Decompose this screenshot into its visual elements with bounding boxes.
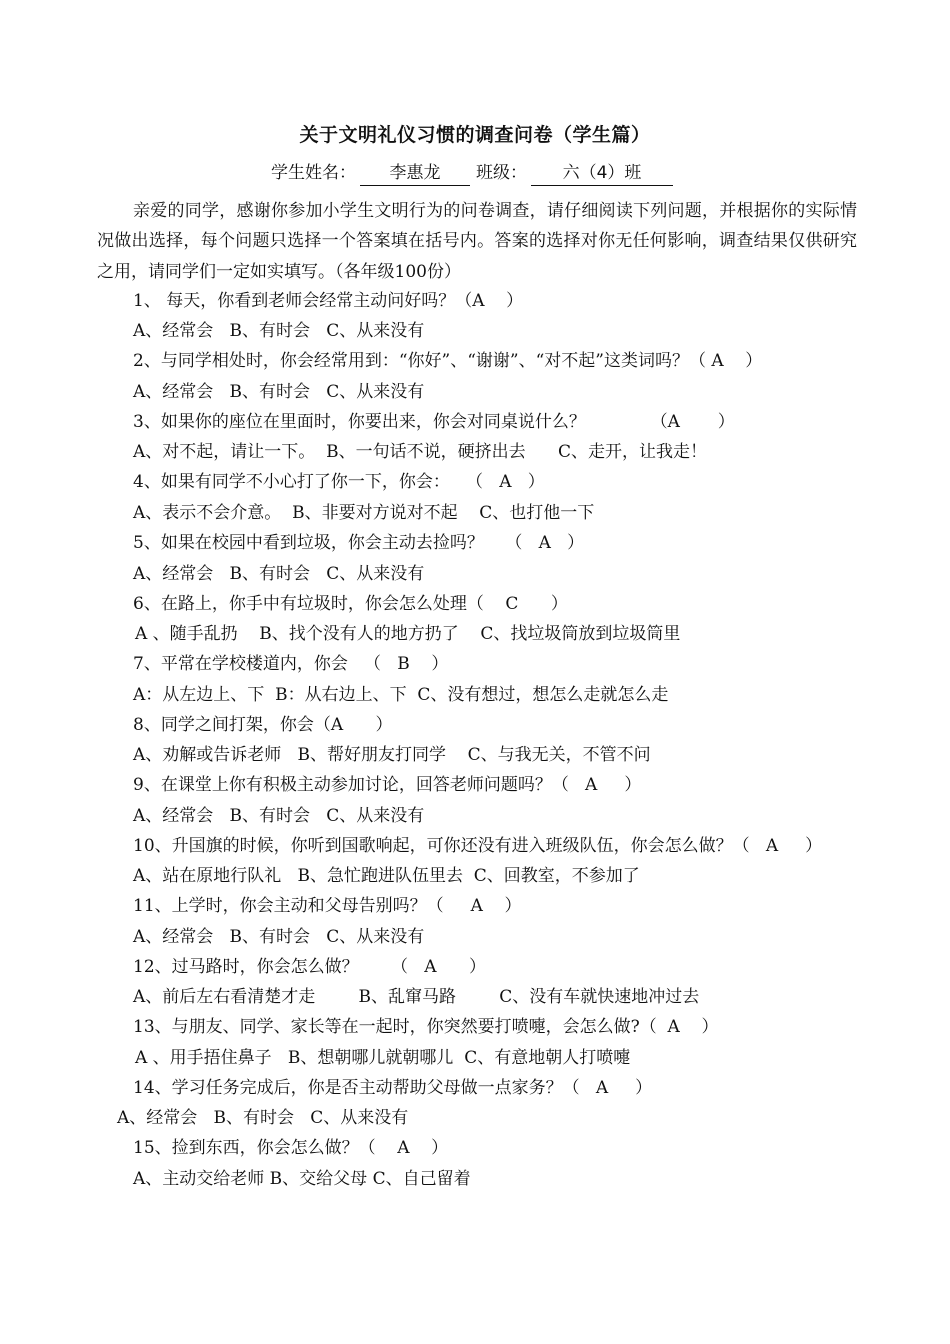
- options-13: A 、用手捂住鼻子 B、想朝哪儿就朝哪儿 C、有意地朝人打喷嚏: [135, 1048, 631, 1068]
- class-label: 班级：: [476, 163, 527, 183]
- question-12: 12、过马路时，你会怎么做？ （ A ）: [133, 957, 486, 977]
- question-15: 15、捡到东西，你会怎么做？（ A ）: [133, 1138, 449, 1158]
- options-10: A、站在原地行队礼 B、急忙跑进队伍里去 C、回教室，不参加了: [133, 866, 640, 886]
- question-2: 2、与同学相处时，你会经常用到：“你好”、“谢谢”、“对不起”这类词吗？（ A ）: [133, 351, 763, 371]
- question-4: 4、如果有同学不小心打了你一下，你会： （ A ）: [133, 472, 545, 492]
- options-1: A、经常会 B、有时会 C、从来没有: [133, 321, 425, 341]
- options-15: A、主动交给老师 B、交给父母 C、自己留着: [133, 1169, 471, 1189]
- options-4: A、表示不会介意。 B、非要对方说对不起 C、也打他一下: [133, 503, 595, 523]
- options-14: A、经常会 B、有时会 C、从来没有: [117, 1108, 409, 1128]
- options-7: A：从左边上、下 B：从右边上、下 C、没有想过，想怎么走就怎么走: [133, 685, 669, 705]
- question-1: 1、 每天，你看到老师会经常主动问好吗？（A ）: [133, 291, 524, 311]
- question-6: 6、在路上，你手中有垃圾时，你会怎么处理（ C ）: [133, 594, 568, 614]
- options-9: A、经常会 B、有时会 C、从来没有: [133, 806, 425, 826]
- page-title: 关于文明礼仪习惯的调查问卷（学生篇）: [299, 124, 651, 146]
- options-8: A、劝解或告诉老师 B、帮好朋友打同学 C、与我无关，不管不问: [133, 745, 651, 765]
- options-12: A、前后左右看清楚才走 B、乱窜马路 C、没有车就快速地冲过去: [133, 987, 700, 1007]
- student-name-label: 学生姓名：: [271, 163, 356, 183]
- options-5: A、经常会 B、有时会 C、从来没有: [133, 564, 425, 584]
- question-5: 5、如果在校园中看到垃圾，你会主动去捡吗？ （ A ）: [133, 533, 585, 553]
- student-name-value: 李惠龙: [360, 161, 470, 186]
- question-10: 10、升国旗的时候，你听到国歌响起，可你还没有进入班级队伍，你会怎么做？（ A ）: [133, 836, 823, 856]
- options-6: A 、随手乱扔 B、找个没有人的地方扔了 C、找垃圾筒放到垃圾筒里: [135, 624, 681, 644]
- question-11: 11、上学时，你会主动和父母告别吗？（ A ）: [133, 896, 522, 916]
- question-7: 7、平常在学校楼道内，你会 （ B ）: [133, 654, 449, 674]
- options-3: A、对不起，请让一下。 B、一句话不说，硬挤出去 C、走开，让我走！: [133, 442, 708, 462]
- question-13: 13、与朋友、同学、家长等在一起时，你突然要打喷嚏，会怎么做?（ A ）: [133, 1017, 719, 1037]
- options-11: A、经常会 B、有时会 C、从来没有: [133, 927, 425, 947]
- class-value: 六（4）班: [531, 161, 673, 186]
- intro-paragraph: 亲爱的同学，感谢你参加小学生文明行为的问卷调查，请仔细阅读下列问题，并根据你的实际情况做出选择，每个问题只选择一个答案填在括号内。答案的选择对你无任何影响，调查结果仅供研究之用，请同学们一定如实填写。（各年级100份）: [97, 201, 857, 282]
- question-9: 9、在课堂上你有积极主动参加讨论，回答老师问题吗？（ A ）: [133, 775, 642, 795]
- question-8: 8、同学之间打架，你会（A ）: [133, 715, 393, 735]
- question-14: 14、学习任务完成后，你是否主动帮助父母做一点家务？（ A ）: [133, 1078, 653, 1098]
- student-info-line: [0, 158, 950, 188]
- options-2: A、经常会 B、有时会 C、从来没有: [133, 382, 425, 402]
- question-3: 3、如果你的座位在里面时，你要出来，你会对同桌说什么？ （A ）: [133, 412, 735, 432]
